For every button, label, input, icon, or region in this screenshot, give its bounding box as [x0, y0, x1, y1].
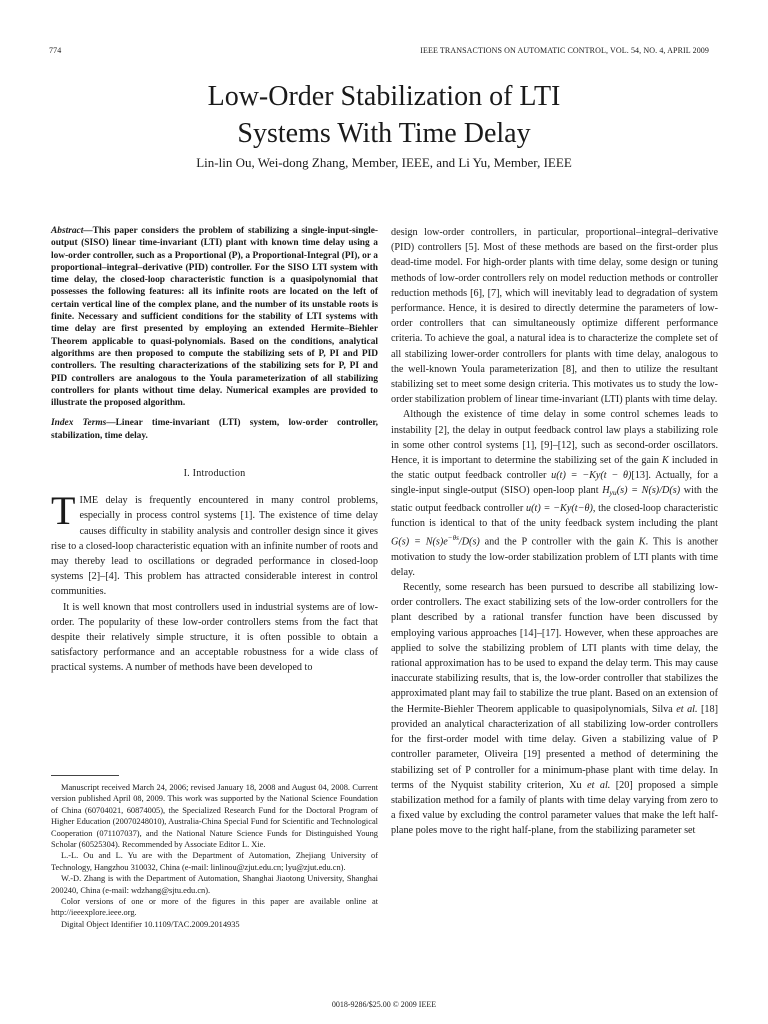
footnote-color: Color versions of one or more of the figures in this paper are available online at http://ieeexplore.ieee.org. — [51, 897, 378, 918]
author-line: Lin-lin Ou, Wei-dong Zhang, Member, IEEE, and Li Yu, Member, IEEE — [196, 155, 572, 170]
footnote-manuscript: Manuscript received March 24, 2006; revised January 18, 2008 and August 04, 2008. Current version published April 08, 2009. This work was supported by the National Science Foundation of China (60704021, 60874005), the Specialized Research Fund for the Doctoral Program of Higher Education (20070248010), Australia-China Special Fund for Scientific and Technological Cooperation (071107037), and the National Nature Science Funds for Distinguished Young Scholar (60525304). Recommended by Associate Editor L. Xie. — [51, 783, 378, 850]
footnote-affiliation-1: L.-L. Ou and L. Yu are with the Department of Automation, Zhejiang University of Technology, Hangzhou 310032, China (e-mail: linlinou@zjut.edu.cn; lyu@zjut.edu.cn). — [51, 851, 378, 872]
math-superscript: −θs — [447, 534, 459, 543]
journal-header: IEEE TRANSACTIONS ON AUTOMATIC CONTROL, VOL. 54, NO. 4, APRIL 2009 — [420, 46, 709, 55]
math-controller: u(t) = −Ky(t − θ) — [551, 470, 632, 482]
right-paragraph-1: design low-order controllers, in particular, proportional–integral–derivative (PID) controllers [5]. Most of these methods are based on the first-order plus dead-time model. For high-order plants with time delay, some design or tuning methods of low-order controllers rely on model reduction methods or controller reduction methods [6], [7], which will inevitably lead to degradation of system performance. Hence, it is desired to directly determine the parameters of low-order controllers that can simultaneously optimize different performance criteria. To achieve the goal, a natural idea is to characterize the complete set of all stabilizing lower-order controllers for plants with time delay, analogous to the well-known Youla parameterization [8], and then to utilize the resultant stabilizing set to meet some design criteria. This motivates us to study the low-order stabilization problem of linear time-invariant (LTI) plants with time delay. — [391, 227, 718, 406]
abstract — [51, 225, 378, 409]
math-controller: u(t) = −Ky(t−θ) — [526, 502, 593, 514]
footnote-affiliation-2: W.-D. Zhang is with the Department of Automation, Shanghai Jiaotong University, Shanghai 200240, China (e-mail: wdzhang@sjtu.edu.cn). — [51, 874, 378, 895]
math-gain: K — [662, 455, 669, 467]
copyright-line: 0018-9286/$25.00 © 2009 IEEE — [331, 1000, 437, 1009]
text-segment: with the static output feedback controller — [391, 485, 718, 514]
drop-cap: T — [51, 488, 76, 534]
text-segment: Although the existence of time delay in some control schemes leads to instability [2], the delay in output feedback control law plays a stabilizing role in some other control systems [1], [9]–[12], such as second-order oscillators. Hence, it is important to determine the stabilizing set of the gain — [391, 409, 718, 467]
intro-paragraph-1 — [51, 488, 378, 599]
abstract-lead: Abstract — [51, 226, 84, 236]
math-plant-g: G(s) = N(s)e — [391, 536, 448, 548]
math-plant-h: H — [602, 485, 610, 497]
et-al: et al. — [676, 703, 698, 715]
text-segment: [20] proposed a simple stabilization method for a family of plants with time delay varying from zero to a fixed value by excluding the control parameter values that make the left half-plane poles move to the right half-plane, from the stabilizing parameter set — [391, 779, 718, 837]
footnote-doi: Digital Object Identifier 10.1109/TAC.2009.2014935 — [61, 919, 240, 929]
right-paragraph-3 — [391, 580, 718, 838]
text-segment: , the closed-loop characteristic function is identical to that of the unity feedback system including the plant — [391, 502, 718, 529]
index-terms-text: —Linear time-invariant (LTI) system, low-order controller, stabilization, time delay. — [51, 418, 378, 441]
et-al: et al. — [587, 779, 611, 791]
left-column — [51, 225, 378, 676]
text-segment: and the P controller with the gain — [479, 536, 639, 548]
text-segment: Recently, some research has been pursued to describe all stabilizing low-order controllers. The exact stabilizing sets of the low-order controllers for the plant described by a rational transfer function have been discussed by employing various approaches [14]–[17]. However, when these approaches are applied to solve the stabilizing problem of LTI plants with time delay, the rational approximation has to be used to expand the delay term. This may cause inaccurate stabilizing results, that is, the low-order controller that stabilizes the approximated plant may fail to stabilize the true plant. Based on an extension of the Hermite-Biehler Theorem applicable to quasipolynomials, Silva — [391, 582, 718, 715]
intro-paragraph-2: It is well known that most controllers used in industrial systems are of low-order. The popularity of these low-order controllers stems from the fact that despite their relatively simple structure, it is often possible to obtain a satisfactory performance and an acceptable robustness for a wide class of practical systems. A number of methods have been developed to — [51, 601, 378, 674]
text-segment: included in the static output feedback controller — [391, 455, 718, 482]
text-segment: [13]. Actually, for a single-input single-output (SISO) open-loop plant — [391, 470, 719, 497]
abstract-text: —This paper considers the problem of stabilizing a single-input-single-output (SISO) linear time-invariant (LTI) plant with known time delay using a low-order controller, such as a Proportional (P), a Proportional-Integral (PI), or a proportional–integral–derivative (PID) controller. For the SISO LTI system with time delay, the closed-loop characteristic function is a quasipolynomial that possesses the following features: all its infinite roots are located on the left of certain vertical line of the complex plane, and the number of its unstable roots is finite. Necessary and sufficient conditions for the stability of LTI systems with time delay are first presented by employing an extended Hermite–Biehler Theorem applicable to quasi-polynomials. Based on the conditions, analytical algorithms are then proposed to compute the stabilizing sets of P, PI and PID controllers. The resulting characterizations of the stabilizing sets for P, PI and PID controllers are analogous to the Youla parameterization of all stabilizing controllers for plants without time delay. Numerical examples are provided to illustrate the proposed algorithm. — [51, 226, 378, 409]
math-subscript: yu — [609, 488, 617, 498]
section-heading: I. Introduction — [183, 468, 246, 480]
intro-paragraph-1-text: IME delay is frequently encountered in many control problems, especially in process control systems [1]. The existence of time delay causes difficulty in stability analysis and controller design since it gives rise to a closed-loop characteristic equation with an infinite number of roots and may thereby lead to oscillations or degraded performance in closed-loop systems [2]–[4]. This problem has attracted considerable interest in control communities. — [51, 495, 378, 598]
right-paragraph-2 — [391, 407, 718, 580]
index-terms-lead: Index Terms — [51, 418, 107, 429]
right-column — [391, 225, 718, 839]
footnotes — [51, 782, 378, 930]
title-line-2: Systems With Time Delay — [237, 118, 531, 149]
math-plant-ratio: (s) = N(s)/D(s) — [616, 485, 681, 497]
footnote-rule — [51, 775, 119, 776]
text-segment: . This is another motivation to study the low-order stabilization problem of LTI plants with time delay. — [391, 536, 718, 578]
math-gain: K — [638, 536, 646, 548]
math-plant-denominator: /D(s) — [458, 536, 480, 548]
paper-title — [0, 78, 768, 152]
index-terms — [51, 417, 378, 442]
title-line-1: Low-Order Stabilization of LTI — [207, 81, 561, 112]
text-segment: [18] provided an analytical characterization of all stabilizing low-order controllers for the first-order model with time delay. Given a stabilizing value of P controller parameter, Oliveira [19] presented a method of determining the stabilizing set of P controller for a minimum-phase plant with time delay. In terms of the Nyquist stability criterion, Xu — [391, 703, 718, 791]
page-number: 774 — [49, 46, 62, 55]
